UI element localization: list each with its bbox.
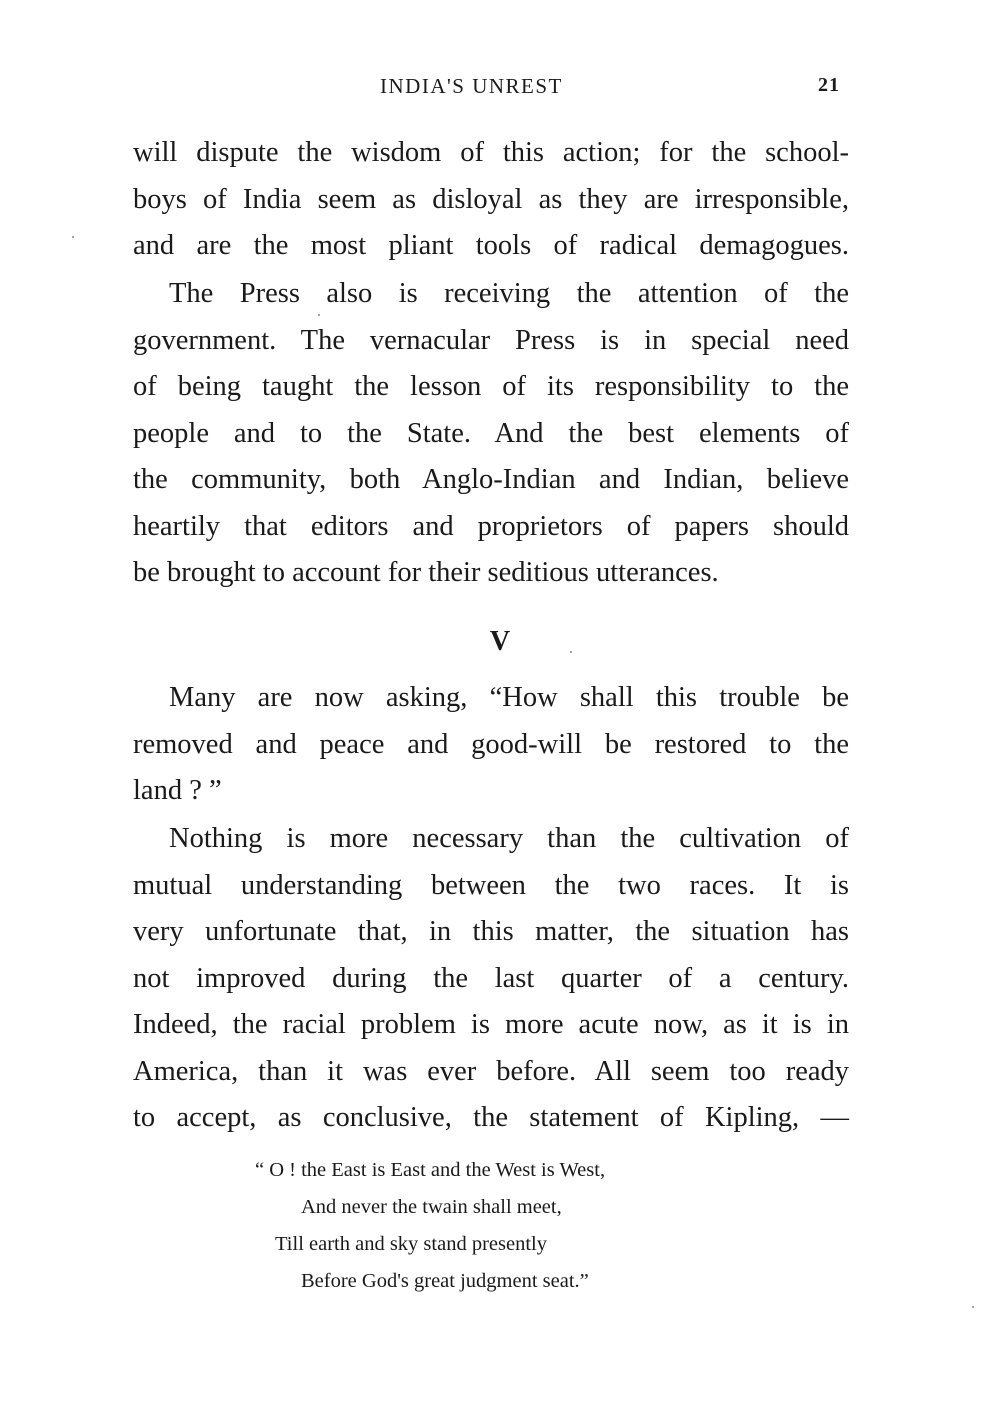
text-line: not improved during the last quarter of a century. [133,962,849,994]
text-line: heartily that editors and proprietors of papers should [133,510,849,542]
text-line: The Press also is receiving the attention of the [169,278,849,309]
text-line: of being taught the lesson of its responsibility to the [133,371,849,402]
text-line: boys of India seem as disloyal as they are irresponsible, [133,183,849,215]
paragraph-1 [133,130,849,270]
text-line: land ? ” [133,775,222,806]
text-line: Indeed, the racial problem is more acute now, as it is in [133,1009,849,1040]
paragraph-4 [133,816,849,1142]
poem-line: Before God's great judgment seat.” [301,1270,589,1292]
text-line: Many are now asking, “How shall this trouble be [169,682,849,713]
poem-line: And never the twain shall meet, [301,1196,562,1218]
running-title: INDIA'S UNREST [380,74,563,98]
text-line: Nothing is more necessary than the cultivation of [169,823,849,854]
text-line: America, than it was ever before. All seem too ready [133,1055,849,1087]
poem-line: Till earth and sky stand presently [275,1233,547,1255]
text-line: people and to the State. And the best elements of [133,417,849,449]
text-line: government. The vernacular Press is in special need [133,324,849,356]
paper-speck [318,314,320,316]
text-line: removed and peace and good-will be restored to the [133,728,849,760]
paper-speck [972,1306,974,1308]
running-head [0,74,1000,104]
section-heading: V [489,626,511,657]
text-line: be brought to account for their seditious utterances. [133,557,719,588]
quoted-poem [255,1152,605,1300]
text-line: mutual understanding between the two races. It is [133,869,849,901]
text-line: and are the most pliant tools of radical demagogues. [133,230,849,261]
text-line: to accept, as conclusive, the statement of Kipling, — [133,1102,849,1133]
page-number: 21 [818,74,840,96]
paragraph-2 [133,271,849,597]
text-line: will dispute the wisdom of this action; for the school- [133,137,849,168]
text-line: the community, both Anglo-Indian and Indian, believe [133,464,849,495]
paper-speck [72,236,74,238]
paper-speck [570,651,572,653]
paragraph-3 [133,675,849,815]
text-line: very unfortunate that, in this matter, the situation has [133,916,849,947]
poem-line: “ O ! the East is East and the West is West, [255,1159,606,1181]
